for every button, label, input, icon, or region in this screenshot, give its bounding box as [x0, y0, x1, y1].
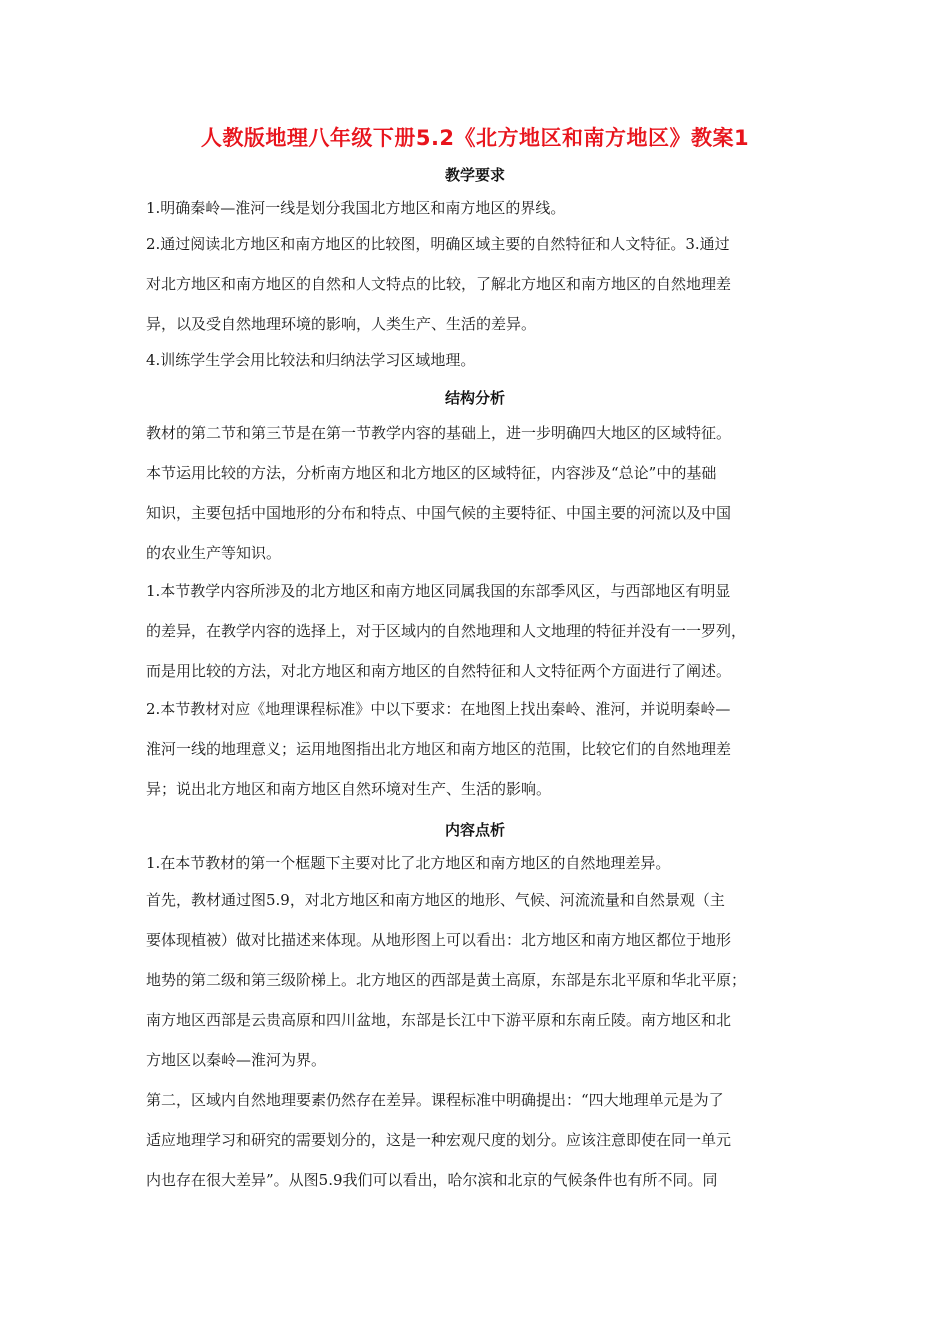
paragraph-line: 内也存在很大差异”。从图5.9我们可以看出，哈尔滨和北京的气候条件也有所不同。同	[146, 1171, 718, 1189]
paragraph-line: 1.在本节教材的第一个框题下主要对比了北方地区和南方地区的自然地理差异。	[146, 854, 671, 872]
paragraph-line: 首先，教材通过图5.9，对北方地区和南方地区的地形、气候、河流流量和自然景观（主	[146, 891, 725, 909]
paragraph-line: 要体现植被）做对比描述来体现。从地形图上可以看出：北方地区和南方地区都位于地形	[146, 931, 732, 949]
paragraph-line: 异；说出北方地区和南方地区自然环境对生产、生活的影响。	[146, 780, 552, 798]
paragraph-line: 1.明确秦岭—淮河一线是划分我国北方地区和南方地区的界线。	[146, 199, 566, 217]
paragraph-line: 而是用比较的方法，对北方地区和南方地区的自然特征和人文特征两个方面进行了阐述。	[146, 662, 732, 680]
paragraph-line: 2.通过阅读北方地区和南方地区的比较图，明确区域主要的自然特征和人文特征。3.通过	[146, 235, 730, 253]
paragraph-line: 1.本节教学内容所涉及的北方地区和南方地区同属我国的东部季风区，与西部地区有明显	[146, 582, 731, 600]
paragraph-line: 方地区以秦岭—淮河为界。	[146, 1051, 327, 1069]
paragraph-line: 地势的第二级和第三级阶梯上。北方地区的西部是黄土高原，东部是东北平原和华北平原；	[146, 971, 747, 989]
paragraph-line: 的差异，在教学内容的选择上，对于区域内的自然地理和人文地理的特征并没有一一罗列，	[146, 622, 747, 640]
paragraph-line: 的农业生产等知识。	[146, 544, 282, 562]
paragraph-line: 对北方地区和南方地区的自然和人文特点的比较，了解北方地区和南方地区的自然地理差	[146, 275, 732, 293]
paragraph-line: 教材的第二节和第三节是在第一节教学内容的基础上，进一步明确四大地区的区域特征。	[146, 424, 732, 442]
paragraph-line: 4.训练学生学会用比较法和归纳法学习区域地理。	[146, 351, 476, 369]
document-title: 人教版地理八年级下册5.2《北方地区和南方地区》教案1	[200, 126, 750, 150]
paragraph-line: 知识，主要包括中国地形的分布和特点、中国气候的主要特征、中国主要的河流以及中国	[146, 504, 732, 522]
paragraph-line: 适应地理学习和研究的需要划分的，这是一种宏观尺度的划分。应该注意即使在同一单元	[146, 1131, 732, 1149]
paragraph-line: 本节运用比较的方法，分析南方地区和北方地区的区域特征，内容涉及“总论”中的基础	[146, 464, 717, 482]
paragraph-line: 第二，区域内自然地理要素仍然存在差异。课程标准中明确提出：“四大地理单元是为了	[146, 1091, 724, 1109]
section-heading-content-analysis: 内容点析	[444, 821, 505, 839]
paragraph-line: 异，以及受自然地理环境的影响，人类生产、生活的差异。	[146, 315, 537, 333]
paragraph-line: 2.本节教材对应《地理课程标准》中以下要求：在地图上找出秦岭、淮河，并说明秦岭—	[146, 700, 731, 718]
paragraph-line: 淮河一线的地理意义；运用地图指出北方地区和南方地区的范围，比较它们的自然地理差	[146, 740, 732, 758]
paragraph-line: 南方地区西部是云贵高原和四川盆地，东部是长江中下游平原和东南丘陵。南方地区和北	[146, 1011, 732, 1029]
section-heading-teaching-requirements: 教学要求	[444, 166, 505, 184]
section-heading-structure-analysis: 结构分析	[444, 389, 505, 407]
